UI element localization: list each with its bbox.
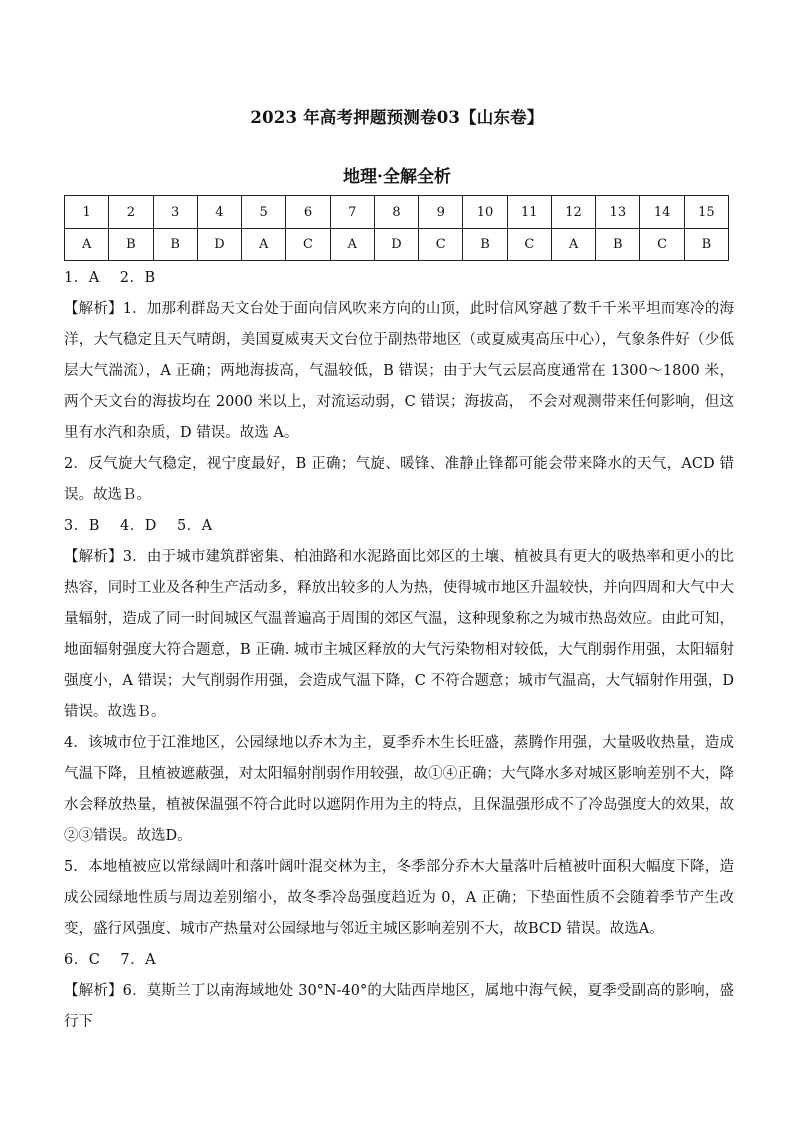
answer-cell: A [551, 229, 595, 261]
question-number-cell: 15 [684, 196, 728, 229]
question-number-cell: 4 [197, 196, 241, 229]
explanation-4: 4．该城市位于江淮地区，公园绿地以乔木为主，夏季乔木生长旺盛，蒸腾作用强，大量吸收热量，造成气温下降，且植被遮蔽强，对太阳辐射削弱作用较强，故①④正确；大气降水多对城区影响差别不大，降水会释放热量，植被保温强不符合此时以遮阴作用为主的特点，且保温强形成不了冷岛强度大的效果，故②③错误。故选D。 [64, 735, 734, 844]
answer-cell: C [640, 229, 684, 261]
answer-cell: C [286, 229, 330, 261]
answer-cell: B [109, 229, 153, 261]
answer-row [65, 229, 729, 261]
answer-cell: A [242, 229, 286, 261]
explanation-2: 2．反气旋大气稳定，视宁度最好，B 正确；气旋、暖锋、准静止锋都可能会带来降水的天气，ACD 错误。故选Ｂ。 [64, 456, 734, 503]
question-number-cell: 13 [596, 196, 640, 229]
question-number-cell: 5 [242, 196, 286, 229]
answer-cell: B [153, 229, 197, 261]
question-number-cell: 12 [551, 196, 595, 229]
explanation-body [64, 263, 734, 1038]
answer-cell: D [197, 229, 241, 261]
question-number-cell: 14 [640, 196, 684, 229]
explanation-1: 【解析】1．加那利群岛天文台处于面向信风吹来方向的山顶，此时信风穿越了数千千米平坦而寒冷的海洋，大气稳定且天气晴朗，美国夏威夷天文台位于副热带地区（或夏威夷高压中心），气象条件好（少低层大气湍流），A 正确；两地海拔高，气温较低，B 错误；由于大气云层高度通常在 1300～1800 米，两个天文台的海拔均在 2000 米以上，对流运动弱，C 错误；海拔高， 不会对观测带来任何影响，但这里有水汽和杂质，D 错误。故选 A。 [64, 301, 734, 441]
question-number-cell: 3 [153, 196, 197, 229]
question-number-cell: 8 [374, 196, 418, 229]
question-number-row [65, 196, 729, 229]
explanation-5: 5．本地植被应以常绿阔叶和落叶阔叶混交林为主，冬季部分乔木大量落叶后植被叶面积大幅度下降，造成公园绿地性质与周边差别缩小，故冬季冷岛强度趋近为 0，A 正确；下垫面性质不会随着季节产生改变，盛行风强度、城市产热量对公园绿地与邻近主城区影响差别不大，故BCD 错误。故选A。 [64, 859, 734, 937]
answer-cell: B [463, 229, 507, 261]
page-subtitle: 地理·全解全析 [343, 167, 451, 187]
question-number-cell: 1 [65, 196, 109, 229]
answer-line-1-2: 1．A 2．B [64, 270, 156, 286]
question-number-cell: 7 [330, 196, 374, 229]
answer-cell: A [330, 229, 374, 261]
question-number-cell: 11 [507, 196, 551, 229]
answer-line-3-5: 3．B 4．D 5．A [64, 518, 213, 534]
answer-cell: C [419, 229, 463, 261]
answer-line-6-7: 6．C 7．A [64, 952, 157, 968]
answer-cell: A [65, 229, 109, 261]
answer-table [64, 195, 729, 261]
explanation-3: 【解析】3．由于城市建筑群密集、柏油路和水泥路面比郊区的土壤、植被具有更大的吸热率和更小的比热容，同时工业及各种生产活动多，释放出较多的人为热，使得城市地区升温较快，并向四周和大气中大量辐射，造成了同一时间城区气温普遍高于周围的郊区气温，这种现象称之为城市热岛效应。由此可知，地面辐射强度大符合题意，B 正确. 城市主城区释放的大气污染物相对较低，大气削弱作用强，太阳辐射强度小，A 错误；大气削弱作用强，会造成气温下降，C 不符合题意；城市气温高，大气辐射作用强，D 错误。故选Ｂ。 [64, 549, 734, 720]
answer-cell: B [684, 229, 728, 261]
question-number-cell: 10 [463, 196, 507, 229]
page-title: 2023 年高考押题预测卷03【山东卷】 [250, 108, 544, 127]
question-number-cell: 2 [109, 196, 153, 229]
answer-cell: D [374, 229, 418, 261]
question-number-cell: 9 [419, 196, 463, 229]
answer-cell: C [507, 229, 551, 261]
question-number-cell: 6 [286, 196, 330, 229]
answer-cell: B [596, 229, 640, 261]
explanation-6: 【解析】6．莫斯兰丁以南海域地处 30°N-40°的大陆西岸地区，属地中海气候，夏季受副高的影响，盛行下 [64, 983, 734, 1030]
